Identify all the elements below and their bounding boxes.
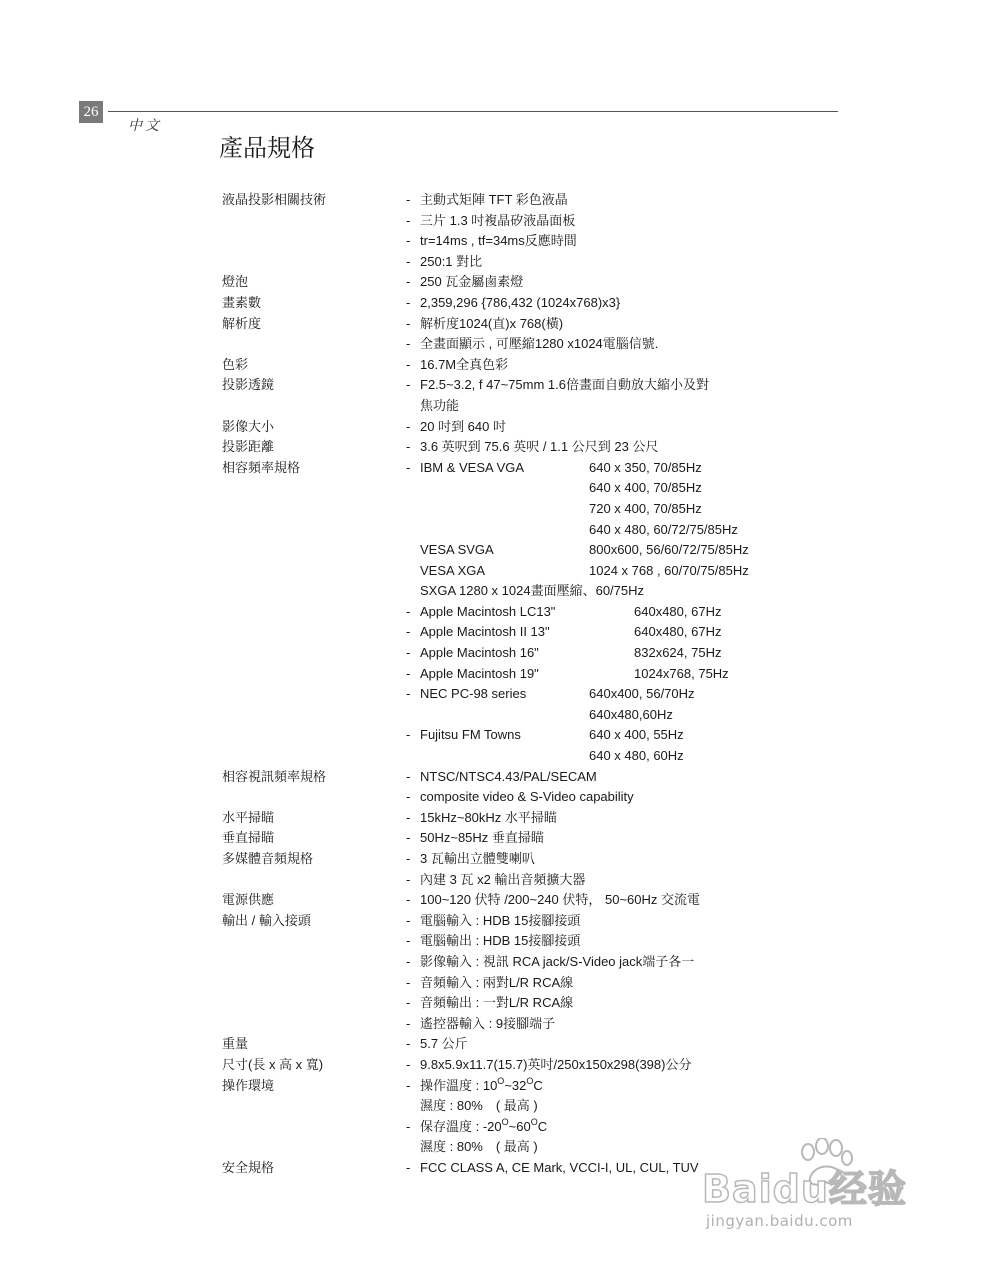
bullet-dash: - xyxy=(406,253,411,269)
spec-value-secondary: 640 x 400, 55Hz xyxy=(589,727,684,743)
bullet-dash: - xyxy=(406,871,411,887)
spec-row xyxy=(0,1034,989,1055)
spec-label: 解析度 xyxy=(222,315,262,331)
spec-row xyxy=(0,334,989,355)
bullet-dash: - xyxy=(406,233,411,249)
spec-value: 電腦輸入 : HDB 15接腳接頭 xyxy=(420,912,581,928)
spec-row xyxy=(0,1014,989,1035)
bullet-dash: - xyxy=(406,418,411,434)
spec-value: Apple Macintosh 16" xyxy=(420,645,539,661)
spec-value xyxy=(420,1076,543,1097)
bullet-dash: - xyxy=(406,377,411,393)
language-label: 中文 xyxy=(128,118,162,134)
bullet-dash: - xyxy=(406,851,411,866)
spec-value: composite video & S-Video capability xyxy=(420,789,634,805)
spec-row xyxy=(0,272,989,293)
spec-row xyxy=(0,1055,989,1076)
spec-value-secondary: 640x400, 56/70Hz xyxy=(589,686,695,702)
spec-row xyxy=(0,725,989,746)
spec-row xyxy=(0,767,989,788)
spec-value: 三片 1.3 吋複晶矽液晶面板 xyxy=(420,212,576,228)
spec-row xyxy=(0,1096,989,1117)
spec-label: 相容頻率規格 xyxy=(222,459,301,475)
spec-row xyxy=(0,561,989,582)
spec-label: 尺寸(長 x 高 x 寬) xyxy=(222,1056,324,1072)
spec-row xyxy=(0,643,989,664)
spec-value xyxy=(420,1117,547,1138)
spec-value-secondary: 1024 x 768 , 60/70/75/85Hz xyxy=(589,562,749,578)
spec-value-secondary: 640 x 400, 70/85Hz xyxy=(589,480,702,496)
spec-value: 3.6 英呎到 75.6 英呎 / 1.1 公尺到 23 公尺 xyxy=(420,439,659,455)
spec-value: 電腦輸出 : HDB 15接腳接頭 xyxy=(420,933,581,949)
spec-row xyxy=(0,437,989,458)
spec-row xyxy=(0,520,989,541)
spec-value: 100~120 伏特 /200~240 伏特， 50~60Hz 交流電 xyxy=(420,892,701,908)
spec-value: 遙控器輸入 : 9接腳端子 xyxy=(420,1015,556,1031)
degree-mark: O xyxy=(530,1116,538,1127)
spec-label: 輸出 / 輸入接頭 xyxy=(222,912,311,928)
spec-value-secondary: 640x480, 67Hz xyxy=(634,624,722,640)
spec-value: IBM & VESA VGA xyxy=(420,459,525,475)
spec-value-secondary: 640x480,60Hz xyxy=(589,706,673,722)
bullet-dash: - xyxy=(406,1118,411,1134)
degree-mark: O xyxy=(497,1075,505,1086)
spec-value: F2.5~3.2, f 47~75mm 1.6倍畫面自動放大縮小及對 xyxy=(420,377,709,393)
bullet-dash: - xyxy=(406,315,411,331)
spec-row xyxy=(0,622,989,643)
spec-row xyxy=(0,787,989,808)
spec-label: 水平掃瞄 xyxy=(222,809,275,825)
bullet-dash: - xyxy=(406,830,411,846)
bullet-dash: - xyxy=(406,974,411,990)
spec-value: SXGA 1280 x 1024畫面壓縮、60/75Hz xyxy=(420,583,645,599)
spec-value-secondary: 1024x768, 75Hz xyxy=(634,665,729,681)
spec-row xyxy=(0,211,989,232)
spec-value: 內建 3 瓦 x2 輸出音頻擴大器 xyxy=(420,871,586,887)
spec-row xyxy=(0,1117,989,1138)
bullet-dash: - xyxy=(406,603,411,619)
spec-value-secondary: 640 x 480, 60/72/75/85Hz xyxy=(589,521,738,537)
bullet-dash: - xyxy=(406,356,411,372)
spec-value: 影像輸入 : 視訊 RCA jack/S-Video jack端子各一 xyxy=(420,953,695,969)
spec-value: Apple Macintosh 19" xyxy=(420,665,539,681)
spec-label: 色彩 xyxy=(222,356,249,372)
spec-value: 全畫面顯示 , 可壓縮1280 x1024電腦信號. xyxy=(420,336,659,352)
spec-row xyxy=(0,849,989,870)
spec-label: 多媒體音頻規格 xyxy=(222,851,314,866)
spec-row xyxy=(0,973,989,994)
spec-row xyxy=(0,890,989,911)
degree-mark: O xyxy=(501,1116,509,1127)
spec-value: 15kHz~80kHz 水平掃瞄 xyxy=(420,809,557,825)
spec-value: 濕度 : 80% ( 最高 ) xyxy=(420,1139,538,1155)
bullet-dash: - xyxy=(406,933,411,949)
spec-row xyxy=(0,252,989,273)
page-number: 26 xyxy=(79,101,103,123)
spec-table xyxy=(0,190,989,1179)
spec-row xyxy=(0,540,989,561)
bullet-dash: - xyxy=(406,892,411,908)
bullet-dash: - xyxy=(406,1077,411,1093)
spec-row xyxy=(0,458,989,479)
spec-value-secondary: 640 x 350, 70/85Hz xyxy=(589,459,702,475)
bullet-dash: - xyxy=(406,953,411,969)
bullet-dash: - xyxy=(406,336,411,352)
spec-value-secondary: 640x480, 67Hz xyxy=(634,603,722,619)
bullet-dash: - xyxy=(406,768,411,784)
bullet-dash: - xyxy=(406,727,411,743)
spec-row xyxy=(0,602,989,623)
spec-label: 投影距離 xyxy=(222,439,275,455)
spec-row xyxy=(0,808,989,829)
bullet-dash: - xyxy=(406,294,411,310)
spec-value: tr=14ms , tf=34ms反應時間 xyxy=(420,233,577,249)
spec-label: 液晶投影相關技術 xyxy=(222,192,327,207)
bullet-dash: - xyxy=(406,789,411,805)
spec-row xyxy=(0,355,989,376)
bullet-dash: - xyxy=(406,995,411,1011)
spec-value: NEC PC-98 series xyxy=(420,686,527,702)
bullet-dash: - xyxy=(406,1159,411,1175)
spec-row xyxy=(0,828,989,849)
watermark xyxy=(702,1152,942,1242)
spec-value: 音頻輸入 : 兩對L/R RCA線 xyxy=(420,974,574,990)
spec-row xyxy=(0,417,989,438)
spec-value: VESA XGA xyxy=(420,562,486,578)
spec-value: 9.8x5.9x11.7(15.7)英吋/250x150x298(398)公分 xyxy=(420,1056,692,1072)
spec-label: 重量 xyxy=(222,1036,249,1052)
spec-value-part: 操作溫度 : 10 xyxy=(420,1077,498,1093)
bullet-dash: - xyxy=(406,1015,411,1031)
spec-value: 濕度 : 80% ( 最高 ) xyxy=(420,1098,538,1114)
spec-label: 燈泡 xyxy=(222,274,249,290)
spec-value-secondary: 720 x 400, 70/85Hz xyxy=(589,500,702,516)
header-rule xyxy=(108,111,838,112)
spec-row xyxy=(0,396,989,417)
bullet-dash: - xyxy=(406,192,411,207)
bullet-dash: - xyxy=(406,274,411,290)
spec-row xyxy=(0,993,989,1014)
bullet-dash: - xyxy=(406,912,411,928)
spec-row xyxy=(0,705,989,726)
spec-row xyxy=(0,1076,989,1097)
spec-label: 畫素數 xyxy=(222,294,262,310)
spec-value: 50Hz~85Hz 垂直掃瞄 xyxy=(420,830,544,846)
bullet-dash: - xyxy=(406,1056,411,1072)
spec-row xyxy=(0,684,989,705)
spec-label: 電源供應 xyxy=(222,892,275,908)
spec-label: 操作環境 xyxy=(222,1077,275,1093)
spec-value-secondary: 832x624, 75Hz xyxy=(634,645,722,661)
spec-row xyxy=(0,870,989,891)
spec-row xyxy=(0,190,989,211)
spec-value: Fujitsu FM Towns xyxy=(420,727,521,743)
bullet-dash: - xyxy=(406,439,411,455)
spec-label: 相容視訊頻率規格 xyxy=(222,768,327,784)
spec-row xyxy=(0,478,989,499)
bullet-dash: - xyxy=(406,645,411,661)
spec-value: 2,359,296 {786,432 (1024x768)x3} xyxy=(420,294,621,310)
spec-value: 250:1 對比 xyxy=(420,253,483,269)
spec-value: NTSC/NTSC4.43/PAL/SECAM xyxy=(420,768,597,784)
spec-label: 安全規格 xyxy=(222,1159,275,1175)
bullet-dash: - xyxy=(406,686,411,702)
spec-label: 垂直掃瞄 xyxy=(222,830,275,846)
spec-value: 250 瓦金屬鹵素燈 xyxy=(420,274,524,290)
bullet-dash: - xyxy=(406,1036,411,1052)
spec-label: 影像大小 xyxy=(222,418,275,434)
spec-value: 主動式矩陣 TFT 彩色液晶 xyxy=(420,192,568,207)
spec-row xyxy=(0,314,989,335)
spec-value: 解析度1024(直)x 768(橫) xyxy=(420,315,564,331)
spec-row xyxy=(0,664,989,685)
spec-value: 5.7 公斤 xyxy=(420,1036,468,1052)
spec-row xyxy=(0,746,989,767)
bullet-dash: - xyxy=(406,459,411,475)
spec-value: Apple Macintosh LC13" xyxy=(420,603,556,619)
spec-row xyxy=(0,375,989,396)
spec-value: 20 吋到 640 吋 xyxy=(420,418,506,434)
spec-value: 焦功能 xyxy=(420,397,460,413)
spec-value: 3 瓦輸出立體雙喇叭 xyxy=(420,851,535,866)
spec-value: 16.7M全真色彩 xyxy=(420,356,509,372)
spec-row xyxy=(0,952,989,973)
bullet-dash: - xyxy=(406,809,411,825)
spec-row xyxy=(0,293,989,314)
spec-value-part: 保存溫度 : -20 xyxy=(420,1118,502,1134)
spec-row xyxy=(0,499,989,520)
spec-value-part: C xyxy=(537,1118,548,1134)
spec-value-secondary: 640 x 480, 60Hz xyxy=(589,748,684,764)
spec-value: Apple Macintosh II 13" xyxy=(420,624,550,640)
spec-row xyxy=(0,931,989,952)
bullet-dash: - xyxy=(406,212,411,228)
page-title: 產品規格 xyxy=(219,134,315,162)
bullet-dash: - xyxy=(406,624,411,640)
spec-row xyxy=(0,911,989,932)
spec-value: 音頻輸出 : 一對L/R RCA線 xyxy=(420,995,574,1011)
watermark-url: jingyan.baidu.com xyxy=(706,1212,853,1230)
spec-value: VESA SVGA xyxy=(420,542,494,558)
spec-value-secondary: 800x600, 56/60/72/75/85Hz xyxy=(589,542,749,558)
spec-value-part: ~32 xyxy=(504,1077,527,1093)
spec-value-part: ~60 xyxy=(508,1118,531,1134)
degree-mark: O xyxy=(526,1075,534,1086)
spec-row xyxy=(0,231,989,252)
spec-label: 投影透鏡 xyxy=(222,377,275,393)
spec-value-part: C xyxy=(533,1077,543,1093)
spec-value: FCC CLASS A, CE Mark, VCCI-I, UL, CUL, TUV xyxy=(420,1159,699,1175)
spec-row xyxy=(0,581,989,602)
watermark-brand: Baidu经验 xyxy=(702,1167,907,1211)
bullet-dash: - xyxy=(406,665,411,681)
